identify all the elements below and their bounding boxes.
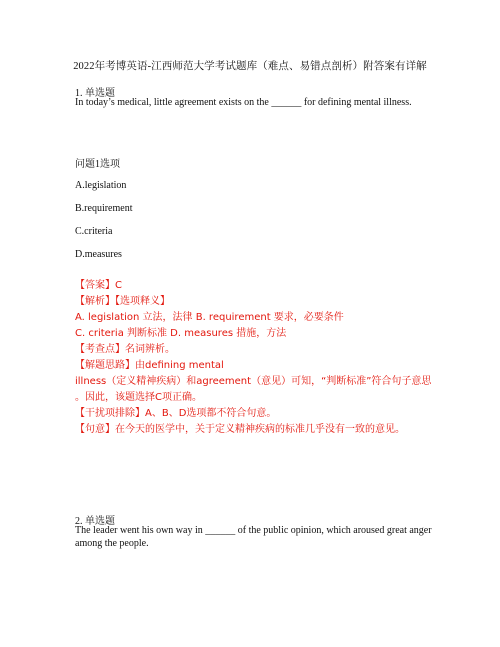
question-2-text: The leader went his own way in ______ of the public opinion, which aroused great anger among the people. <box>75 525 432 549</box>
test-point-line: 【考查点】名词辨析。 <box>75 344 175 355</box>
solution-line: illness（定义精神疾病）和agreement（意见）可知，“判断标准”符合句子意思 <box>75 376 432 387</box>
distractor-line: 【干扰项排除】A、B、D选项都不符合句意。 <box>75 408 277 419</box>
question-1-options-heading: 问题1选项 <box>75 159 120 170</box>
solution-line: 【解题思路】由defining mental <box>75 360 224 371</box>
option-gloss-line: A. legislation 立法，法律 B. requirement 要求，必要条件 <box>75 312 344 323</box>
question-1-number: 1. 单选题 <box>75 88 115 99</box>
option-c: C.criteria <box>75 226 113 237</box>
option-b: B.requirement <box>75 203 133 214</box>
answer-line: 【答案】C <box>75 280 122 291</box>
option-a: A.legislation <box>75 180 127 191</box>
analysis-heading-line: 【解析】【选项释义】 <box>75 296 170 307</box>
solution-line: 。因此，该题选择C项正确。 <box>75 392 202 403</box>
answer-section <box>75 278 435 438</box>
question-1-text: In today’s medical, little agreement exists on the ______ for defining mental illness. <box>75 97 412 108</box>
document-title: 2022年考博英语-江西师范大学考试题库（难点、易错点剖析）附答案有详解 <box>73 61 427 72</box>
question-2-number: 2. 单选题 <box>75 516 115 527</box>
option-d: D.measures <box>75 249 122 260</box>
option-gloss-line: C. criteria 判断标准 D. measures 措施，方法 <box>75 328 287 339</box>
translation-line: 【句意】在今天的医学中，关于定义精神疾病的标准几乎没有一致的意见。 <box>75 424 405 435</box>
